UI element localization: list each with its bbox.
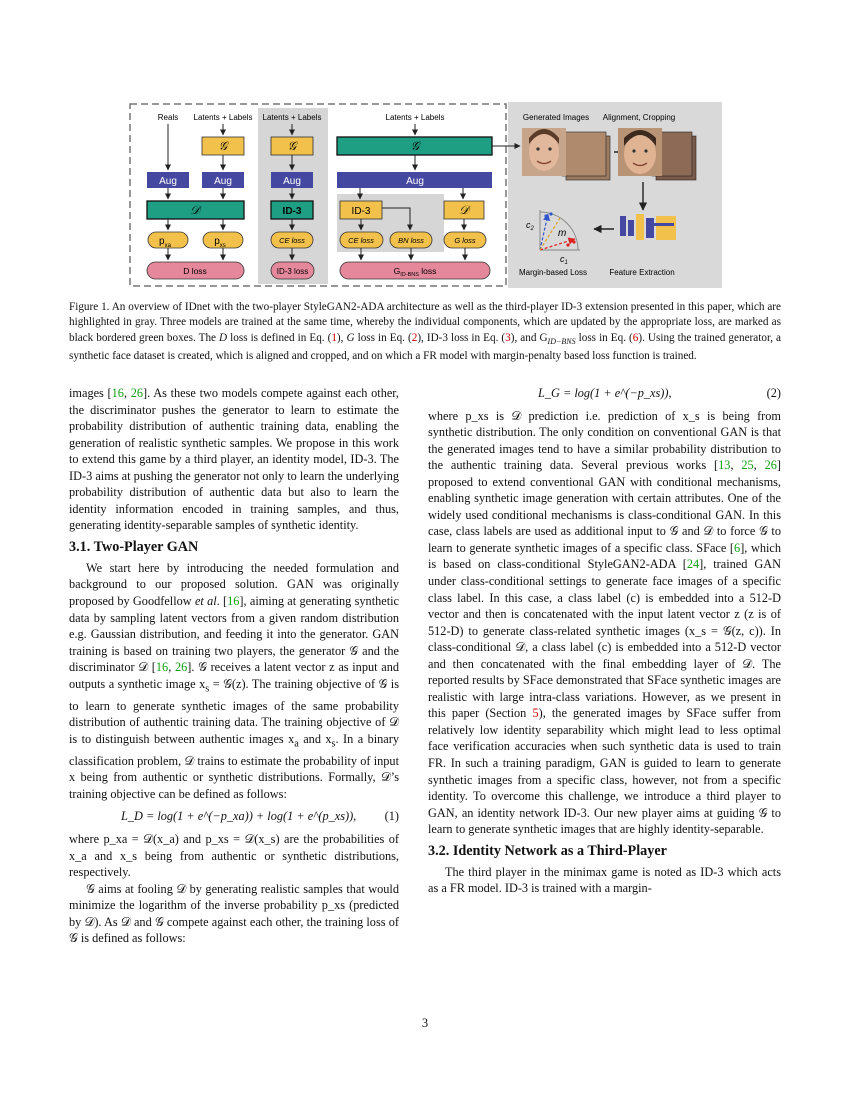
- generated-images: [522, 128, 610, 180]
- paragraph-conditional-gan: where p_xs is 𝒟 prediction i.e. prediction of x_s is being from synthetic distribution. The only condition on conventional GAN is that the generated images tend to have a similar probability distribution to the authentic training data. Several previous works [13, 25, 26] proposed to extend conventional GAN with conditional mechanisms, enabling synthetic image generation with certain attributes. One of the widely used conditional mechanisms is class-conditional GAN. In this case, class labels are used as additional input to 𝒢 and 𝒟 to force 𝒢 to learn to generate synthetic images of a specific class. SFace [6], which is based on class-conditional StyleGAN2-ADA [24], trained GAN under class-conditional settings to generate face images of a specific class label. In this case, a class label (c) is embedded into a 512-D vector and then is concatenated with the input latent vector z (z is of 512-D) to generate class-related synthetic images (x_s = 𝒢(z, c)). In class-conditional 𝒟, a class label (c) is embedded into a 512-D vector and then concatenated with the final embedding layer of 𝒟. The reported results by SFace demonstrated that SFace synthetic images are realistic with large intra-class variations. However, as we present in this paper (Section 5), the generated images by SFace suffer from relatively low identity separability which might lead to less optimal face verification accuracies when such synthetic data is used to train FR. In such a training paradigm, GAN is guided to learn to generate synthetic images from a specific class, however, not from a specific identity. To overcome this challenge, we introduce a third player to GAN, an identity network ID-3. Our new player aims at guiding 𝒢 to learn to generate synthetic images that are highly identity-separable.: [428, 408, 782, 837]
- paragraph-intro-cont: images [16, 26]. As these two models compete against each other, the discriminator pushes the generator to learn to estimate the probability distribution of authentic training data, enabling the generation of realistic synthetic samples. We propose in this work to extend this game by a third player, an identity model, ID-3. The ID-3 aims at pushing the generator not only to learn the underlying probability distribution of authentic data but also to learn the identity information encoded in training samples, and thus, generating identity-separable samples of synthetic identity.: [69, 386, 399, 533]
- figure-diagram: [128, 102, 722, 288]
- label-latents-2: Latents + Labels: [262, 113, 322, 122]
- aug-label-2: Aug: [214, 176, 232, 187]
- cite-26[interactable]: 26: [764, 458, 777, 473]
- label-generated-images: Generated Images: [522, 113, 590, 122]
- d-loss-label: D loss: [183, 266, 207, 276]
- eq-ref-6[interactable]: 6: [632, 331, 639, 344]
- figure-caption: Figure 1. An overview of IDnet with the two-player StyleGAN2-ADA architecture as well as the third-player ID-3 extension presented in this paper, which are highlighted in gray. Three models are trained at the same time, whereby the individual components, which are updated by the appropriate loss, are marked as black bordered green boxes. The D loss is defined in Eq. (1), G loss in Eq. (2), ID-3 loss in Eq. (3), and $G_{ID-BNS}$ loss in Eq. (6). Using the trained generator, a synthetic face dataset is created, which is aligned and cropped, and on which a FR model with margin-penalty based loss function is trained.: [69, 301, 781, 363]
- label-feature-extraction: Feature Extraction: [609, 268, 675, 277]
- right-column: [428, 385, 781, 897]
- equation-1-number: (1): [384, 809, 399, 824]
- cite-16[interactable]: 16: [227, 594, 240, 609]
- m-label: m: [558, 228, 567, 239]
- generator-label-1: 𝒢: [218, 139, 228, 153]
- ce-loss-label-1: CE loss: [279, 236, 305, 245]
- eq-ref-3[interactable]: 3: [505, 331, 511, 344]
- p-real-label: $p_{xa}$: [159, 236, 171, 249]
- cite-6[interactable]: 6: [734, 540, 741, 555]
- equation-2: [428, 385, 781, 402]
- c2-label: $c_2$: [526, 220, 534, 232]
- equation-2-body: L_G = log(1 + e^(−p_xs)),: [538, 386, 672, 400]
- label-latents-3: Latents + Labels: [385, 113, 445, 122]
- generator-label-3: 𝒢: [410, 139, 420, 153]
- cite-16[interactable]: 16: [111, 386, 124, 400]
- id3-label-2: ID-3: [351, 206, 371, 217]
- discriminator-label-1: 𝒟: [190, 203, 200, 217]
- equation-1-body: L_D = log(1 + e^(−p_xa)) + log(1 + e^(p_xs)),: [121, 809, 357, 824]
- left-column: [69, 385, 399, 947]
- aligned-images: [618, 128, 696, 180]
- id3-highlight: [258, 108, 328, 284]
- ce-loss-label-2: CE loss: [348, 236, 374, 245]
- equation-1: [69, 808, 399, 825]
- label-alignment-cropping: Alignment, Cropping: [602, 113, 676, 122]
- id3-loss-label: ID-3 loss: [276, 267, 309, 276]
- paragraph-3-1: We start here by introducing the needed formulation and background to our proposed solution. GAN was originally proposed by Goodfellow et al. [16], aiming at generating synthetic data by sampling latent vectors from a given random distribution e.g. Gaussian distribution, and feeding it into the generator. GAN training is based on training two players, the generator 𝒢 and the discriminator 𝒟 [16, 26]. 𝒢 receives a latent vector z as input and outputs a synthetic image $x_s$ = 𝒢(z). The training objective of 𝒢 is to learn to generate synthetic images of the same probability distribution of authentic training data. The training objective of 𝒟 is to distinguish between authentic images $x_a$ and $x_s$. In a binary classification problem, 𝒟 trains to estimate the probability of input x being from authentic or synthetic distributions. Formally, 𝒟’s training objective can be defined as follows:: [69, 560, 400, 801]
- label-reals: Reals: [157, 113, 179, 122]
- eq-ref-1[interactable]: 1: [331, 331, 337, 344]
- discriminator-label-2: 𝒟: [459, 203, 469, 217]
- section-ref-5[interactable]: 5: [532, 706, 539, 721]
- section-3-2-heading: 3.2. Identity Network as a Third-Player: [428, 842, 667, 859]
- aug-label-4: Aug: [406, 176, 424, 187]
- equation-2-number: (2): [766, 386, 781, 400]
- cite-16[interactable]: 16: [155, 660, 169, 675]
- p-synth-label: $p_{xs}$: [214, 236, 226, 249]
- label-margin-loss: Margin-based Loss: [518, 268, 588, 277]
- bn-loss-label: BN loss: [398, 236, 424, 245]
- g-id-bns-loss-label: $G_{ID-BNS}$ loss: [393, 266, 437, 278]
- figure-1: [128, 102, 722, 288]
- paragraph-eq1-explain: where p_xa = 𝒟(x_a) and p_xs = 𝒟(x_s) are the probabilities of x_a and x_s being from authentic or synthetic distributions, respectively.: [69, 832, 399, 880]
- section-3-1-heading: 3.1. Two-Player GAN: [69, 538, 199, 555]
- cite-26[interactable]: 26: [174, 660, 188, 675]
- cite-13[interactable]: 13: [718, 458, 731, 473]
- aug-label-3: Aug: [283, 176, 301, 187]
- eq-ref-2[interactable]: 2: [411, 331, 418, 344]
- page-number: 3: [421, 1016, 429, 1030]
- generator-label-2: 𝒢: [287, 139, 297, 153]
- paragraph-3-2: The third player in the minimax game is noted as ID-3 which acts as a FR model. ID-3 is trained with a margin-: [428, 864, 781, 896]
- cite-24[interactable]: 24: [686, 557, 700, 572]
- id3-label-1: ID-3: [282, 206, 302, 217]
- c1-label: $c_1$: [560, 254, 568, 266]
- cite-25[interactable]: 25: [741, 458, 754, 473]
- g-loss-label: G loss: [454, 236, 476, 245]
- label-latents-1: Latents + Labels: [193, 113, 253, 122]
- cite-26[interactable]: 26: [130, 386, 144, 400]
- aug-label-1: Aug: [159, 176, 177, 187]
- paragraph-g-objective: 𝒢 aims at fooling 𝒟 by generating realistic samples that would minimize the logarithm of the inverse probability p_xs (predicted by 𝒟). As 𝒟 and 𝒢 compete against each other, the training loss of 𝒢 is defined as follows:: [69, 881, 399, 946]
